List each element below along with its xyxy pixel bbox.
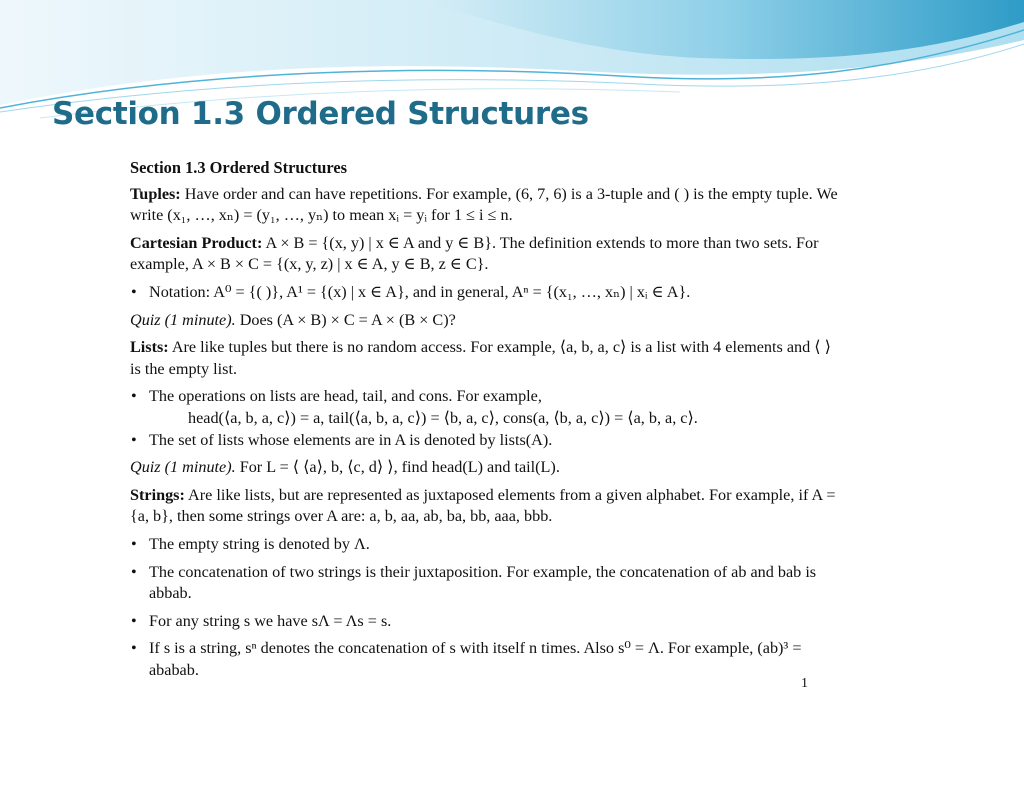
power-bullet: • If s is a string, sⁿ denotes the concatenation of s with itself n times. Also s⁰ = Λ. For example, (ab)³ = ababab. <box>130 638 844 681</box>
lists-set-bullet: • The set of lists whose elements are in A is denoted by lists(A). <box>130 430 844 452</box>
any-string-bullet: • For any string s we have sΛ = Λs = s. <box>130 611 844 633</box>
slide-title: Section 1.3 Ordered Structures <box>52 96 589 132</box>
concatenation-bullet: • The concatenation of two strings is their juxtaposition. For example, the concatenation of ab and bab is abbab. <box>130 562 844 605</box>
quiz1-text: Does (A × B) × C = A × (B × C)? <box>235 310 456 329</box>
operations-bullet: • The operations on lists are head, tail, and cons. For example, <box>130 386 844 408</box>
strings-paragraph <box>130 485 844 528</box>
tuples-paragraph <box>130 184 844 227</box>
cartesian-term: Cartesian Product: <box>130 233 263 252</box>
page-number: 1 <box>801 676 808 692</box>
lists-text: Are like tuples but there is no random access. For example, ⟨a, b, a, c⟩ is a list with 4 elements and ⟨ ⟩ is the empty list. <box>130 338 831 378</box>
empty-string-bullet: • The empty string is denoted by Λ. <box>130 534 844 556</box>
tuples-term: Tuples: <box>130 184 181 203</box>
notation-bullet: • Notation: A⁰ = {( )}, A¹ = {(x) | x ∈ A}, and in general, Aⁿ = {(x₁, …, xₙ) | xᵢ ∈ A}. <box>130 282 844 304</box>
cartesian-paragraph <box>130 233 844 276</box>
doc-heading: Section 1.3 Ordered Structures <box>130 158 347 177</box>
strings-text: Are like lists, but are represented as juxtaposed elements from a given alphabet. For example, if A = {a, b}, then some strings over A are: a, b, aa, ab, ba, bb, aaa, bbb. <box>130 485 836 526</box>
quiz2-paragraph <box>130 457 844 479</box>
strings-term: Strings: <box>130 485 185 504</box>
document-scan <box>122 153 844 715</box>
operations-example: head(⟨a, b, a, c⟩) = a, tail(⟨a, b, a, c⟩) = ⟨b, a, c⟩, cons(a, ⟨b, a, c⟩) = ⟨a, b, a, c⟩. <box>188 408 698 427</box>
cartesian-text: A × B = {(x, y) | x ∈ A and y ∈ B}. The definition extends to more than two sets. For example, A × B × C = {(x, y, z) | x ∈ A, y ∈ B, z ∈ C}. <box>130 233 819 274</box>
quiz1-label: Quiz (1 minute). <box>130 310 236 329</box>
tuples-text: Have order and can have repetitions. For example, (6, 7, 6) is a 3-tuple and ( ) is the empty tuple. We write (x₁, …, xₙ) = (y₁, …, yₙ) to mean xᵢ = yᵢ for 1 ≤ i ≤ n. <box>130 184 838 225</box>
quiz2-text: For L = ⟨ ⟨a⟩, b, ⟨c, d⟩ ⟩, find head(L) and tail(L). <box>235 458 560 477</box>
quiz1-paragraph <box>130 310 844 332</box>
lists-paragraph <box>130 337 844 380</box>
lists-term: Lists: <box>130 338 169 357</box>
quiz2-label: Quiz (1 minute). <box>130 458 236 477</box>
